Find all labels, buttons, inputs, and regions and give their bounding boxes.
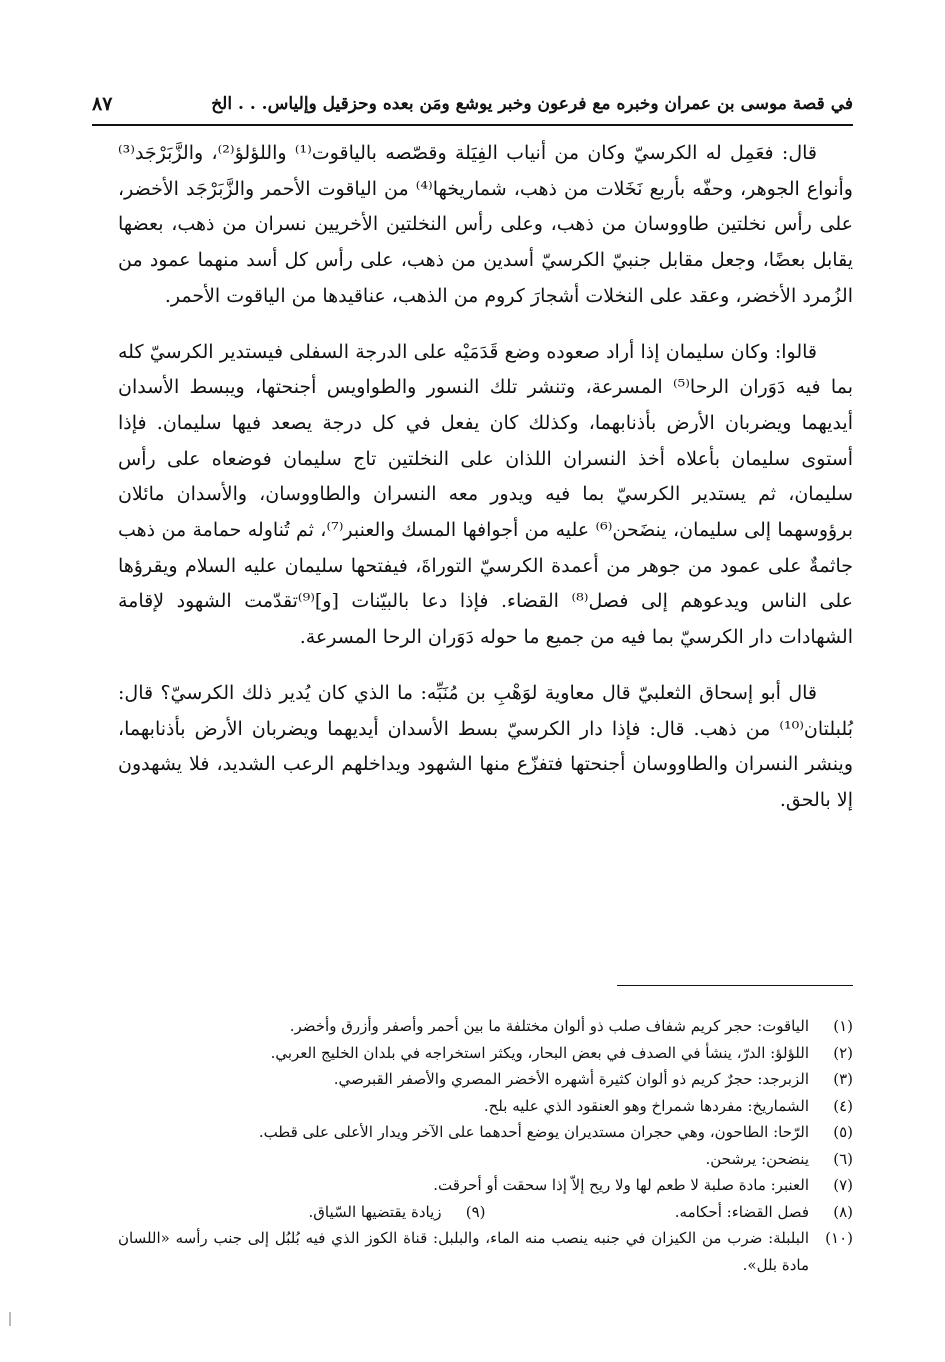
footnote-number: (٥): [833, 1123, 853, 1141]
scan-margin-mark: [9, 1312, 11, 1326]
footnote: [118, 1093, 853, 1120]
footnote-number: (٤): [833, 1096, 853, 1115]
footnote: [118, 1146, 853, 1173]
page-number: ٨٧: [92, 93, 113, 115]
footnote: [486, 1199, 854, 1226]
main-text: [118, 136, 853, 839]
footnote-number: (٩): [465, 1202, 486, 1221]
footnotes: [118, 1013, 853, 1278]
footnote-number: (٨): [833, 1202, 853, 1221]
footnote: [118, 1119, 853, 1146]
footnote-text: ينضحن: يرشحن.: [705, 1149, 809, 1168]
footnote-number: (٧): [833, 1176, 853, 1194]
paragraph: قال: فعَمِل له الكرسيّ وكان من أنياب الفِيَلة وقصّصه بالياقوت⁽¹⁾ واللؤلؤ⁽²⁾، والزَّبَرْجَد⁽³⁾ وأنواع الجوهر، وحفّه بأربع نَخَلات من ذهب، شماريخها⁽⁴⁾ من الياقوت الأحمر والزَّبَرْجَد الأخضر، على رأس نخلتين طاووسان من ذهب، وعلى رأس النخلتين الأخريين نسران من ذهب، بعضها يقابل بعضًا، وجعل مقابل جنبيّ الكرسيّ أسدين من ذهب، على رأس كل أسد منهما عمود من الزُمرد الأخضر، وعقد على النخلات أشجارَ كروم من الذهب، عناقيدها من الياقوت الأحمر.: [118, 142, 853, 307]
running-header: [92, 84, 853, 126]
footnote-text: زيادة يقتضيها السّياق.: [308, 1202, 442, 1221]
footnote-text: الرّحا: الطاحون، وهي حجران مستديران يوضع أحدهما على الآخر ويدار الأعلى على قطب.: [258, 1123, 809, 1141]
footnote-text: اللؤلؤ: الدرّ، ينشأ في الصدف في بعض البحار، ويكثر استخراجه في بلدان الخليج العربي.: [270, 1043, 809, 1062]
footnote-text: الزبرجد: حجرٌ كريم ذو ألوان كثيرة أشهره الأخضر المصري والأصفر القبرصي.: [333, 1070, 809, 1088]
footnote-number: (١): [833, 1017, 853, 1035]
footnote-number: (٢): [833, 1043, 853, 1062]
footnote-text: البلبلة: ضرب من الكيزان في جنبه ينصب منه الماء، والبلبل: قناة الكوز الذي فيه بُلبُل إلى جنب رأسه «اللسان مادة بلل».: [118, 1229, 809, 1274]
footnote: [118, 1013, 853, 1040]
footnote-number: (٦): [833, 1149, 853, 1168]
footnote-text: الياقوت: حجر كريم شفاف صلب ذو ألوان مختلفة ما بين أحمر وأصفر وأزرق وأخضر.: [289, 1017, 809, 1035]
running-title: في قصة موسى بن عمران وخبره مع فرعون وخبر يوشع ومَن بعده وحزقيل وإلياس. . . الخ: [211, 94, 853, 114]
paragraph: قال أبو إسحاق الثعلبيّ قال معاوية لوَهْبِ بن مُنَبِّه: ما الذي كان يُدير ذلك الكرسيّ؟ قال: بُلبلتان⁽¹⁰⁾ من ذهب. قال: فإذا دار الكرسيّ بسط الأسدان أيديهما ويضربان الأرض بأذنابهما، وينشر النسران والطاووسان أجنحتها فتفزّع منها الشهود ويداخلهم الرعب الشديد، فلا يشهدون إلا بالحق.: [118, 681, 853, 811]
footnote: [118, 1172, 853, 1199]
footnote-pair: [118, 1199, 853, 1226]
footnote-number: (١٠): [825, 1229, 853, 1247]
footnote: [118, 1199, 486, 1226]
footnote-text: العنبر: مادة صلبة لا طعم لها ولا ريح إلاّ إذا سحقت أو أحرقت.: [433, 1176, 809, 1194]
footnote-number: (٣): [833, 1070, 853, 1088]
footnote-text: الشماريخ: مفردها شمراخ وهو العنقود الذي عليه بلح.: [483, 1096, 809, 1115]
footnote: [118, 1040, 853, 1067]
footnote: [118, 1066, 853, 1093]
footnote: [118, 1225, 853, 1278]
paragraph: قالوا: وكان سليمان إذا أراد صعوده وضع قَدَمَيْه على الدرجة السفلى فيستدير الكرسيّ كله بما فيه دَوَران الرحا⁽⁵⁾ المسرعة، وتنشر تلك النسور والطواويس أجنحتها، ويبسط الأسدان أيديهما ويضربان الأرض بأذنابهما، وكذلك كان يفعل في كل درجة يصعد فيها سليمان. فإذا أستوى سليمان بأعلاه أخذ النسران اللذان على النخلتين تاج سليمان فوضعاه على رأس سليمان، ثم يستدير الكرسيّ بما فيه ويدور معه النسران والطاووسان، والأسدان مائلان برؤوسهما إلى سليمان، ينضَحن⁽⁶⁾ عليه من أجوافها المسك والعنبر⁽⁷⁾، ثم تُناوله حمامة من ذهب جاثمةٌ على عمود من جوهر من أعمدة الكرسيّ التوراةَ، فيفتحها سليمان عليه السلام ويقرؤها على الناس ويدعوهم إلى فصل⁽⁸⁾ القضاء. فإذا دعا بالبيّنات [و]⁽⁹⁾تقدّمت الشهود لإقامة الشهادات دار الكرسيّ بما فيه من جميع ما حوله دَوَران الرحا المسرعة.: [118, 340, 853, 649]
footnote-separator: [617, 985, 853, 986]
footnote-text: فصل القضاء: أحكامه.: [674, 1202, 809, 1221]
